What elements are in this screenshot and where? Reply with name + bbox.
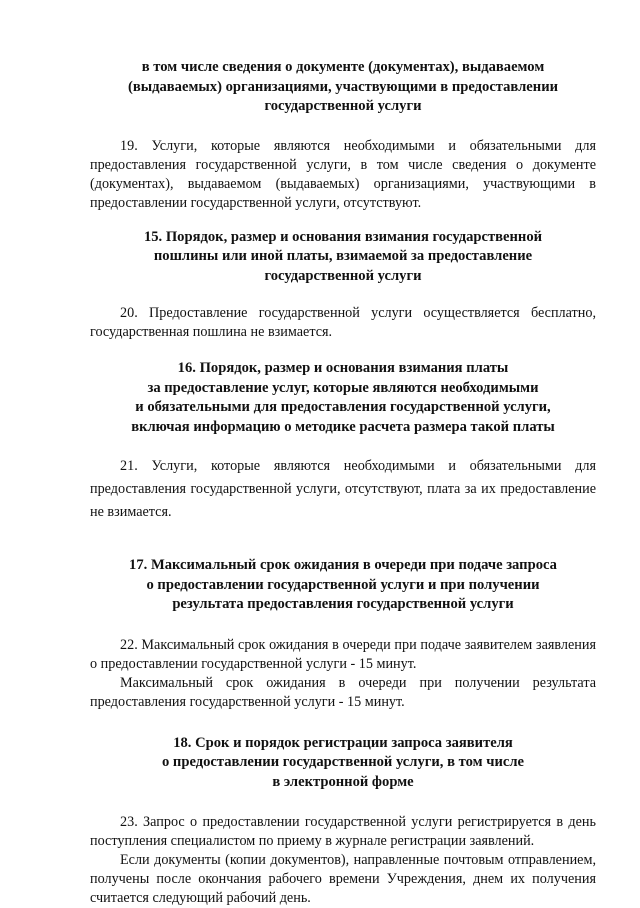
section-16-heading-line: 16. Порядок, размер и основания взимания платы bbox=[177, 360, 509, 376]
document-page bbox=[90, 58, 596, 908]
section-17-heading bbox=[90, 556, 596, 615]
section-18-heading-line: о предоставлении государственной услуги, в том числе bbox=[161, 754, 524, 770]
section-17-heading-line: 17. Максимальный срок ожидания в очереди при подаче запроса bbox=[129, 557, 557, 573]
section-15-heading bbox=[90, 228, 596, 287]
section-17-heading-line: о предоставлении государственной услуги и при получении bbox=[146, 576, 540, 593]
paragraph-20: 20. Предоставление государственной услуги осуществляется бесплатно, государственная пошлина не взимается. bbox=[90, 305, 596, 340]
section-16-heading-line: включая информацию о методике расчета размера такой платы bbox=[131, 418, 555, 435]
paragraph-23-continued: Если документы (копии документов), направленные почтовым отправлением, получены после окончания рабочего времени Учреждения, днем их получения считается следующий рабочий день. bbox=[90, 852, 596, 906]
paragraph-22: 22. Максимальный срок ожидания в очереди при подаче заявителем заявления о предоставлении государственной услуги - 15 минут. bbox=[90, 636, 596, 672]
section-16-heading-line: за предоставление услуг, которые являются необходимыми bbox=[147, 379, 539, 396]
section-18-heading-line: 18. Срок и порядок регистрации запроса заявителя bbox=[173, 734, 513, 751]
intro-heading-line: в том числе сведения о документе (документах), выдаваемом bbox=[141, 59, 545, 75]
section-16-heading bbox=[90, 359, 596, 437]
intro-heading bbox=[90, 58, 596, 117]
section-15-heading-line: 15. Порядок, размер и основания взимания государственной bbox=[143, 228, 543, 245]
intro-heading-line: (выдаваемых) организациями, участвующими в предоставлении bbox=[127, 78, 559, 95]
paragraph-21: 21. Услуги, которые являются необходимыми и обязательными для предоставления государственной услуги, отсутствуют, плата за их предоставление не взимается. bbox=[90, 458, 596, 520]
section-18-heading bbox=[90, 734, 596, 793]
section-15-heading-line: государственной услуги bbox=[264, 267, 422, 284]
section-15-heading-line: пошлины или иной платы, взимаемой за предоставление bbox=[153, 248, 533, 264]
section-17-heading-line: результата предоставления государственной услуги bbox=[172, 596, 514, 612]
section-16-heading-line: и обязательными для предоставления государственной услуги, bbox=[135, 399, 551, 415]
intro-heading-line: государственной услуги bbox=[264, 98, 422, 114]
section-18-heading-line: в электронной форме bbox=[272, 773, 414, 790]
paragraph-23: 23. Запрос о предоставлении государственной услуги регистрируется в день поступления специалистом по приему в журнале регистрации заявлений. bbox=[90, 814, 596, 849]
paragraph-19: 19. Услуги, которые являются необходимыми и обязательными для предоставления государственной услуги, в том числе сведения о документе (документах), выдаваемом (выдаваемых) организациями, участвующими в предоставлении государственной услуги, отсутствуют. bbox=[90, 137, 596, 211]
paragraph-22-continued: Максимальный срок ожидания в очереди при получении результата предоставления государственной услуги - 15 минут. bbox=[90, 674, 596, 710]
